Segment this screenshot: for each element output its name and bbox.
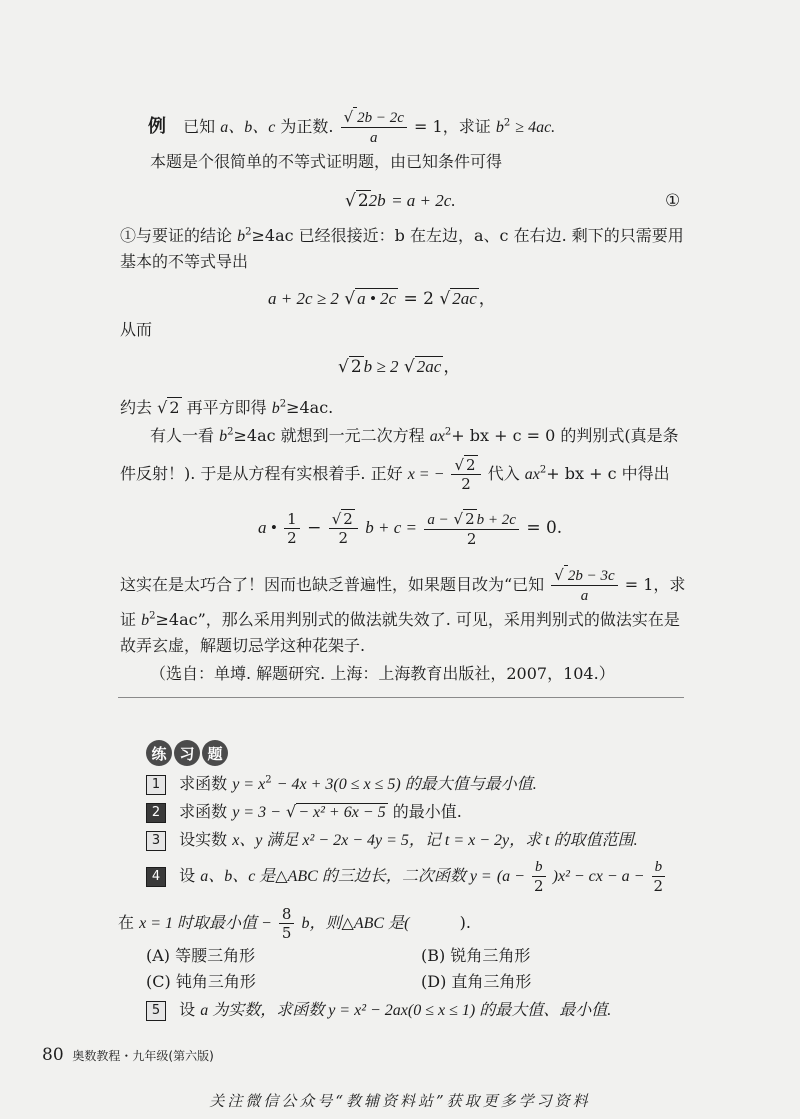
ex4-fd: 2	[534, 877, 544, 895]
ex2-c: − x² + 6x − 5	[298, 804, 386, 821]
equation-1: √ 22b = a + 2c.	[345, 191, 456, 211]
eq4-f3d: 2	[466, 529, 477, 548]
exercise-heading	[146, 740, 228, 766]
eq3-c: ，	[443, 357, 461, 377]
eq3-arg0: 2	[350, 357, 362, 377]
para-7-a: 这实在是太巧合了！因而也缺乏普遍性，如果题目改为“已知	[120, 575, 545, 594]
para-4: 约去 √ 2 再平方即得 $b^2\ge 4ac$.	[120, 398, 334, 417]
source-citation: （选自：单墫. 解题研究. 上海：上海教育出版社，2007，104.）	[150, 664, 615, 683]
option-b: (B) 锐角三角形	[421, 946, 531, 965]
option-a: (A) 等腰三角形	[146, 946, 256, 965]
eq3-arg1: 2ac	[416, 357, 442, 376]
ex5-a: 设	[179, 1000, 196, 1019]
para-1: 本题是个很简单的不等式证明题，由已知条件可得	[150, 152, 503, 171]
ex2-a: 求函数	[179, 802, 228, 821]
para-2-cont: 基本的不等式导出	[120, 252, 249, 271]
eq4-a: a •	[258, 518, 277, 537]
para-5: 有人一看 $b^2\ge 4ac$ 就想到一元二次方程 $ax^2+$ bx + c = 0 的判别式(真是条	[150, 426, 679, 445]
equation-4: a • $\frac{1}{2}$ − $\frac{√ 2}{2}$ b + c = $\frac{a - √ 2 b + 2c}{2}$ = 0.	[258, 509, 563, 548]
para-2-b: ≥4ac 已经很接近：b 在左边，a、c 在右边. 剩下的只需要用	[251, 226, 684, 245]
eq4-f3n-c: b + 2c	[476, 511, 516, 528]
example-fraction: $\frac{√ 2b - 2c}{a}$	[341, 108, 407, 147]
ex1-c: − 4x + 3(0 ≤ x ≤ 5) 的最大值与最小值.	[276, 776, 537, 793]
ex4-cont-fn: 8	[279, 905, 295, 924]
example-label: 例	[148, 116, 166, 137]
para-4-c: 再平方即得	[186, 398, 267, 417]
para-9: 故弄玄虚，解题切忌学这种花架子.	[120, 636, 366, 655]
page-footer	[42, 1045, 214, 1065]
example-vars: a、b、c	[220, 119, 276, 136]
ex4-gd: 2	[653, 877, 664, 895]
exercise-number-4: 4	[146, 867, 166, 887]
ex3-a: 设实数	[179, 830, 228, 849]
example-eq-one: = 1，求证	[414, 117, 491, 136]
option-d: (D) 直角三角形	[421, 972, 532, 991]
eq4-end: = 0.	[526, 518, 563, 538]
eq4-minus: −	[307, 518, 322, 538]
ex4-cont-d: ).	[459, 913, 471, 932]
eq4-f3n-b: 2	[465, 509, 475, 528]
ex2-d: 的最小值.	[392, 802, 462, 821]
exercise-number-1: 1	[146, 775, 166, 795]
exercise-badge-2: 习	[174, 740, 200, 766]
example-prove: b	[495, 119, 504, 136]
ex4-a: 设	[179, 866, 196, 885]
book-title: 奥数教程・九年级(第六版)	[72, 1049, 214, 1063]
option-c: (C) 钝角三角形	[146, 972, 256, 991]
equation-3: √ 2 b ≥ 2 √ 2ac ，	[338, 357, 461, 377]
para-5-c: + bx + c = 0 的判别式(真是条	[451, 426, 679, 445]
ex4-cont-b: x = 1 时取最小值 −	[139, 915, 272, 932]
para-5-a: 有人一看	[150, 426, 215, 445]
ex4-d: )x² − cx − a −	[552, 868, 645, 885]
eq1-rhs: = a + 2c.	[391, 191, 456, 210]
exercise-4-continued	[118, 904, 471, 943]
example-intro: 已知	[183, 117, 216, 136]
eq2-c: ，	[478, 289, 496, 309]
para-4-b: 2	[169, 398, 180, 417]
para-7	[120, 566, 685, 605]
ex1-a: 求函数	[179, 774, 228, 793]
para-4-d: ≥4ac.	[286, 398, 334, 417]
example-frac-num: 2b − 2c	[357, 110, 404, 126]
exercise-item-1: 1 求函数 $y = x^2 - 4x + 3(0 \le x \le 5)$ 的最大值与最小值.	[146, 772, 537, 797]
exercise-item-5	[146, 998, 611, 1023]
eq1-lhs: 2b	[368, 191, 386, 210]
ex4-cont-a: 在	[118, 913, 135, 932]
exercise-badge-3: 题	[202, 740, 228, 766]
eq4-f2d: 2	[338, 529, 349, 547]
exercise-number-3: 3	[146, 831, 166, 851]
example-prove-rest: ≥ 4ac.	[515, 119, 556, 136]
eq2-a: a + 2c ≥ 2	[268, 289, 339, 308]
para-4-a: 约去	[120, 398, 153, 417]
para-8-a: 证	[120, 610, 137, 629]
ex4-cont-fd: 5	[281, 924, 292, 942]
eq4-f1d: 2	[287, 529, 297, 547]
eq3-a: b ≥ 2	[363, 357, 399, 376]
example-positive: 为正数.	[280, 117, 334, 136]
ex4-fn: b	[532, 858, 546, 877]
exercise-item-4	[146, 856, 667, 897]
para-6-b: x = −	[407, 466, 445, 483]
eq2-arg2: 2ac	[452, 289, 477, 308]
exercise-badge-1: 练	[146, 740, 172, 766]
eq4-f3n-a: a −	[427, 511, 449, 528]
para-6: 件反射！). 于是从方程有实根着手. 正好 x = − $\frac{√ 2}{2}$ 代入 $ax^2+$ bx + c 中得出	[120, 456, 670, 493]
example-statement: 例 已知 a、b、c 为正数. $\frac{√ 2b - 2c}{a}$ = 1，求证 $b^2 \ge 4ac$.	[148, 108, 556, 146]
exercise-item-2: 2 求函数 y = 3 − √ − x² + 6x − 5 的最小值.	[146, 800, 462, 825]
ex2-b: y = 3 −	[232, 804, 281, 821]
page-number: 80	[42, 1045, 64, 1065]
ex4-c: (a −	[496, 868, 525, 885]
eq2-arg1: a • 2c	[357, 289, 397, 308]
para-7-b: = 1，求	[624, 575, 686, 594]
section-divider	[118, 697, 684, 698]
ex4-gn: b	[652, 858, 666, 877]
eq4-f2n: 2	[343, 510, 353, 528]
para-5-b: ≥4ac 就想到一元二次方程	[233, 426, 425, 445]
para-6-fraction: $\frac{√ 2}{2}$	[451, 456, 480, 493]
para-6-frac-den: 2	[461, 475, 471, 493]
para-2-a: ①与要证的结论	[120, 226, 233, 245]
para-6-c: 代入	[487, 464, 520, 483]
para-7-frac-num: 2b − 3c	[567, 568, 615, 584]
watermark-text: 关注微信公众号“教辅资料站”获取更多学习资料	[209, 1092, 591, 1110]
ex1-b: y = x	[232, 776, 266, 793]
ex5-b: a 为实数，求函数 y = x² − 2ax(0 ≤ x ≤ 1) 的最大值、最小值.	[200, 1002, 612, 1019]
eq4-f1n: 1	[284, 510, 300, 529]
para-8-b: ≥4ac”，那么采用判别式的做法就失效了. 可见，采用判别式的做法实在是	[155, 610, 680, 629]
eq4-mid: b + c =	[365, 518, 417, 537]
exercise-item-3	[146, 828, 638, 853]
para-6-a: 件反射！). 于是从方程有实根着手. 正好	[120, 464, 403, 483]
eq2-b: = 2	[403, 289, 434, 309]
para-7-frac-den: a	[580, 588, 589, 604]
exercise-number-5: 5	[146, 1001, 166, 1021]
para-6-d: + bx + c 中得出	[546, 464, 670, 483]
equation-1-tag: ①	[665, 191, 681, 211]
ex4-cont-c: b，则△ABC 是(	[301, 915, 410, 932]
ex4-b: a、b、c 是△ABC 的三边长，二次函数 y =	[200, 868, 492, 885]
equation-2: a + 2c ≥ 2 √ a • 2c = 2 √ 2ac ，	[268, 289, 496, 309]
ex3-b: x、y 满足 x² − 2x − 4y = 5，记 t = x − 2y，求 t 的取值范围.	[232, 832, 638, 849]
para-2: ①与要证的结论 $b^2\ge 4ac$ 已经很接近：b 在左边，a、c 在右边. 剩下的只需要用	[120, 226, 684, 245]
para-3: 从而	[120, 320, 153, 339]
para-8: 证 $b^2\ge 4ac$”，那么采用判别式的做法就失效了. 可见，采用判别式的做法实在是	[120, 610, 680, 629]
example-frac-den: a	[370, 130, 378, 146]
para-7-fraction: $\frac{√ 2b - 3c}{a}$	[551, 566, 617, 605]
para-6-frac-num: 2	[466, 456, 476, 474]
exercise-number-2: 2	[146, 803, 166, 823]
